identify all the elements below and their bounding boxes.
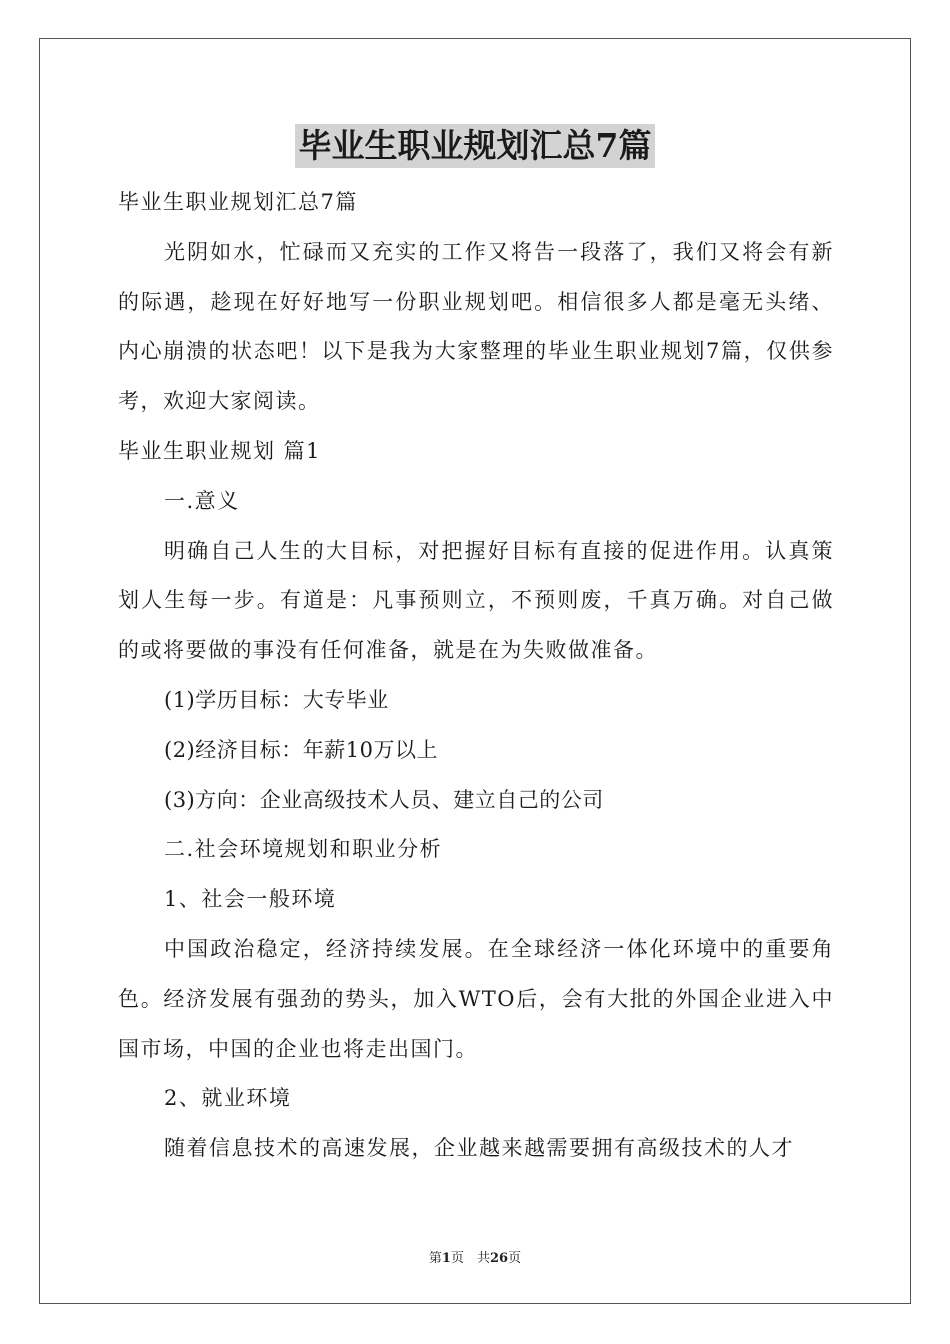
subheading-meaning: 一.意义 — [164, 488, 240, 513]
footer-page-number: 1 — [441, 1251, 451, 1266]
goal-economic: (2)经济目标：年薪10万以上 — [164, 737, 438, 762]
subheading-general-environment: 1、社会一般环境 — [164, 887, 337, 912]
page-footer — [0, 1247, 950, 1266]
intro-paragraph: 光阴如水，忙碌而又充实的工作又将告一段落了，我们又将会有新的际遇，趁现在好好地写一份职业规划吧。相信很多人都是毫无头绪、内心崩溃的状态吧！以下是我为大家整理的毕业生职业规划7篇，仅供参考，欢迎大家阅读。 — [118, 239, 834, 414]
footer-total-pages: 26 — [489, 1251, 509, 1266]
footer-prefix: 第 — [428, 1251, 442, 1266]
document-body — [118, 178, 834, 1174]
section-heading: 毕业生职业规划 篇1 — [118, 438, 322, 463]
goal-direction: (3)方向：企业高级技术人员、建立自己的公司 — [164, 787, 604, 812]
goal-education: (1)学历目标：大专毕业 — [164, 687, 389, 712]
subheading-employment-environment: 2、就业环境 — [164, 1086, 292, 1111]
document-title: 毕业生职业规划汇总7篇 — [295, 124, 656, 168]
document-subtitle: 毕业生职业规划汇总7篇 — [118, 190, 358, 214]
footer-middle: 页 共 — [450, 1251, 490, 1266]
general-environment-paragraph: 中国政治稳定，经济持续发展。在全球经济一体化环境中的重要角色。经济发展有强劲的势头，加入WTO后，会有大批的外国企业进入中国市场，中国的企业也将走出国门。 — [118, 936, 834, 1061]
employment-environment-paragraph: 随着信息技术的高速发展，企业越来越需要拥有高级技术的人才 — [164, 1136, 794, 1161]
meaning-paragraph: 明确自己人生的大目标，对把握好目标有直接的促进作用。认真策划人生每一步。有道是：凡事预则立，不预则废，千真万确。对自己做的或将要做的事没有任何准备，就是在为失败做准备。 — [118, 538, 834, 663]
subheading-social-environment: 二.社会环境规划和职业分析 — [164, 837, 443, 862]
title-container — [0, 124, 950, 168]
footer-suffix: 页 — [508, 1251, 522, 1266]
